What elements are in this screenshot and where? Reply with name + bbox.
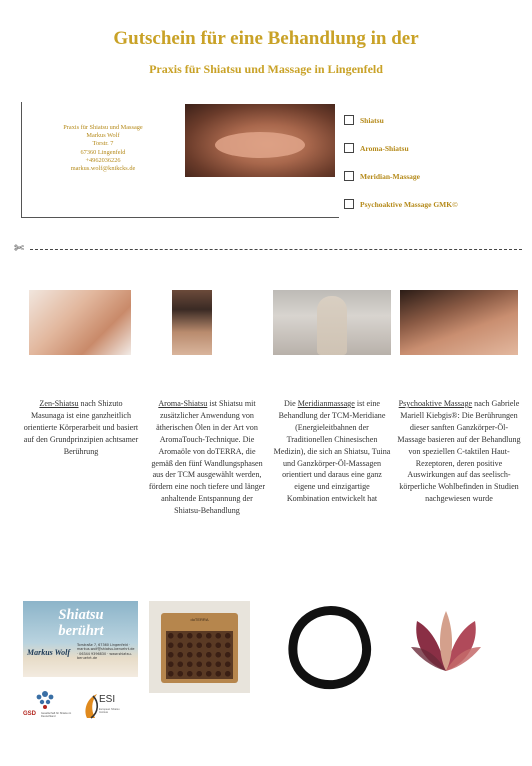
address-line: +4962036226 bbox=[85, 156, 121, 164]
massage-hands-photo bbox=[185, 104, 335, 177]
gsd-label: GSD bbox=[23, 711, 37, 717]
treatment-description-aroma bbox=[148, 398, 266, 517]
treatment-name: Aroma-Shiatsu bbox=[158, 399, 208, 408]
treatment-name: Meridianmassage bbox=[297, 399, 355, 408]
treatment-options bbox=[344, 106, 524, 218]
meridian-model-photo bbox=[273, 290, 391, 355]
checkbox[interactable] bbox=[344, 171, 354, 181]
dashed-divider bbox=[30, 249, 522, 250]
address-line: Torstr. 7 bbox=[92, 140, 114, 148]
option-label: Psychoaktive Massage GMK© bbox=[360, 199, 458, 209]
option-label: Meridian-Massage bbox=[360, 171, 420, 181]
treatment-text: ist Shiatsu mit zusätzlicher Anwendung von ätherischen Ölen in der Art von AromaTouch-Technique. Die Aromaöle von doTERRA, die gemäß den fünf Wandlungsphasen aus der TCM ausgewählt werden, fördern eine noch tiefere und länger anhaltende Entspannung der Shiatsu-Behandlung bbox=[148, 399, 266, 516]
zen-shiatsu-photo bbox=[29, 290, 131, 355]
option-aroma-shiatsu[interactable] bbox=[344, 134, 524, 162]
treatment-prefix: Die bbox=[284, 399, 298, 408]
psychoactive-massage-photo bbox=[400, 290, 518, 355]
logo-line: Shiatsu bbox=[58, 607, 104, 623]
cut-line bbox=[14, 241, 522, 255]
checkbox[interactable] bbox=[344, 143, 354, 153]
gsd-subtitle: Gesellschaft für Shiatsu in Deutschland bbox=[41, 712, 72, 718]
address-line: markus.wolf@knikcks.de bbox=[70, 165, 136, 173]
treatment-text: nach Shizuto Masunaga ist eine ganzheitlich orientierte Körperarbeit und basiert auf den Grundprinzipien achtsamer Berührung bbox=[23, 399, 139, 456]
scissors-icon: ✄ bbox=[14, 241, 25, 255]
logo-contact: Torstraße 7, 67360 Lingenfeld · markus.wolf@shiatsu-beruehrt.de · 06344 9396830 · www.shiatsu-beruehrt.de bbox=[77, 643, 135, 661]
box-label: doTERRA bbox=[190, 617, 209, 622]
address-line: 67360 Lingenfeld bbox=[80, 148, 126, 156]
treatment-description-zen bbox=[22, 398, 140, 458]
option-label: Shiatsu bbox=[360, 115, 384, 125]
esi-label: ESI bbox=[99, 694, 116, 705]
treatment-description-psycho bbox=[396, 398, 522, 505]
logo-line: berührt bbox=[58, 623, 104, 639]
treatment-name: Zen-Shiatsu bbox=[39, 399, 79, 408]
shiatsu-beruehrt-logo bbox=[23, 601, 138, 677]
checkbox[interactable] bbox=[344, 199, 354, 209]
aroma-oil-photo bbox=[172, 290, 212, 355]
voucher-title: Gutschein für eine Behandlung in der bbox=[113, 28, 419, 49]
esi-subtitle: European Shiatsu Institute bbox=[99, 708, 120, 714]
lotus-logo-icon bbox=[407, 607, 485, 675]
treatment-text: nach Gabriele Mariell Kiebgis®: Die Berührungen dieser sanften Ganzkörper-Öl-Massage basieren auf der Behandlung von speziellen C-taktilen Haut-Rezeptoren, deren positive Auswirkungen auf das seelisch-körperliche Wohlbefinden in Studien nachgewiesen wurde bbox=[397, 399, 521, 504]
enso-circle-icon bbox=[285, 600, 375, 692]
checkbox[interactable] bbox=[344, 115, 354, 125]
treatment-description-meridian bbox=[272, 398, 392, 505]
treatment-text: ist eine Behandlung der TCM-Meridiane (Energieleitbahnen der Traditionellen Chinesischen Medizin), die sich an Shiatsu, Tuina und Ganzkörper-Öl-Massagen orientiert und daraus eine ganz eigene und einzigartige Kombination entwickelt hat bbox=[273, 399, 391, 504]
address-line: Markus Wolf bbox=[86, 132, 120, 140]
option-meridian-massage[interactable] bbox=[344, 162, 524, 190]
address-line: Praxis für Shiatsu und Massage bbox=[63, 124, 143, 131]
practice-address bbox=[28, 124, 178, 173]
essential-oil-box-photo bbox=[149, 601, 250, 693]
logo-name: Markus Wolf bbox=[27, 648, 71, 657]
voucher-subtitle: Praxis für Shiatsu und Massage in Lingenfeld bbox=[149, 62, 383, 76]
option-shiatsu[interactable] bbox=[344, 106, 524, 134]
treatment-name: Psychoaktive Massage bbox=[398, 399, 473, 408]
logo-title bbox=[27, 607, 135, 639]
option-psychoactive-massage[interactable] bbox=[344, 190, 524, 218]
option-label: Aroma-Shiatsu bbox=[360, 143, 409, 153]
